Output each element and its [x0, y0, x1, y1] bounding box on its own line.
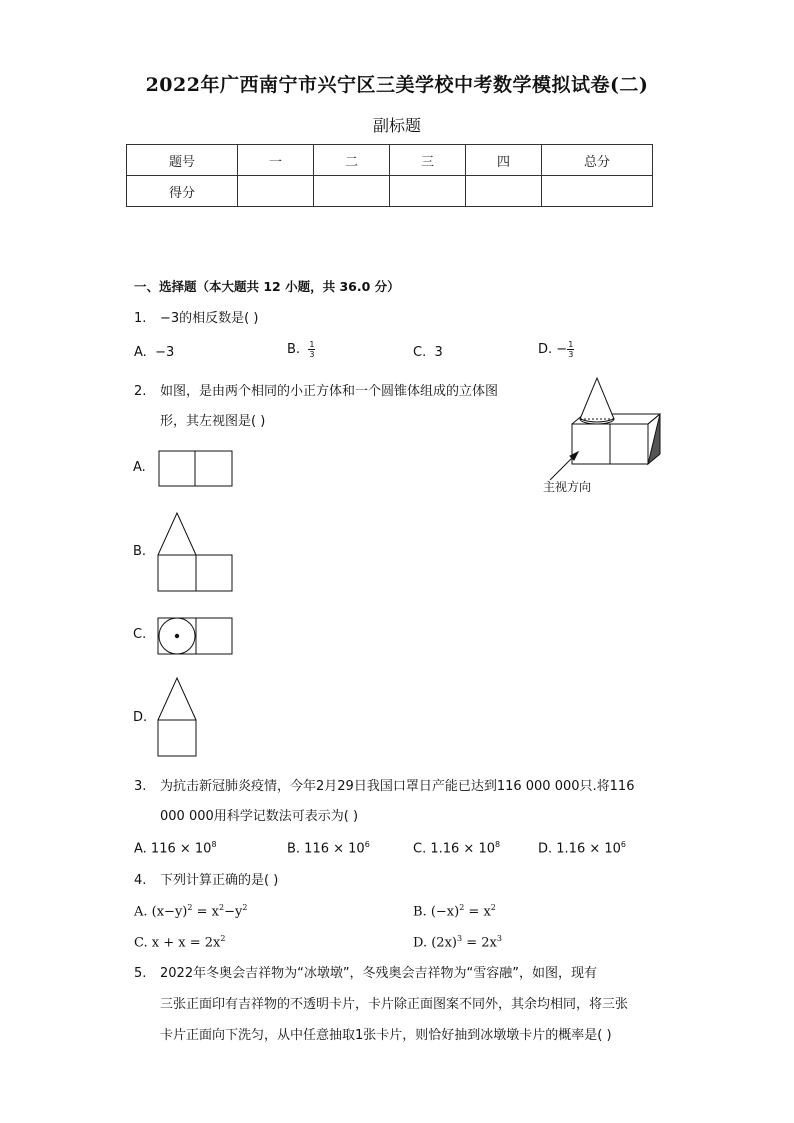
option-d[interactable] [538, 840, 626, 856]
option-d-text: D. (2x) [413, 935, 457, 951]
question-stem: 如图，是由两个相同的小正方体和一个圆锥体组成的立体图 [160, 384, 499, 399]
score-header-cell: 题号 [127, 145, 238, 176]
question-number: 3. [134, 779, 147, 794]
exam-subtitle: 副标题 [372, 116, 421, 135]
question-number: 4. [134, 873, 147, 888]
score-header-cell: 三 [390, 145, 466, 176]
numerator: 1 [309, 340, 315, 349]
exponent: 6 [620, 840, 627, 849]
option-d[interactable] [538, 340, 574, 359]
section-heading: 一、选择题（本大题共 12 小题，共 36.0 分） [134, 279, 400, 294]
exponent: 3 [456, 934, 463, 943]
question-stem: 为抗击新冠肺炎疫情，今年2月29日我国口罩日产能已达到116 000 000只.将116 [160, 779, 635, 794]
score-header-cell: 二 [314, 145, 390, 176]
question-stem: 下列计算正确的是( ) [160, 873, 279, 888]
score-table-header-row [127, 145, 653, 176]
option-b[interactable] [287, 840, 370, 856]
score-table-score-row [127, 176, 653, 207]
exponent: 2 [220, 934, 226, 943]
option-b-text: B. (−x) [413, 904, 460, 920]
score-header-cell: 四 [466, 145, 542, 176]
numerator: 1 [568, 340, 574, 349]
exponent: 3 [496, 934, 502, 943]
option-b-label: B. [287, 342, 301, 357]
question-stem: 三张正面印有吉祥物的不透明卡片，卡片除正面图案不同外，其余均相同，将三张 [160, 997, 629, 1012]
fraction [567, 340, 574, 359]
option-a[interactable] [134, 903, 247, 919]
question-stem: 000 000用科学记数法可表示为( ) [160, 809, 359, 824]
option-a[interactable]: A. −3 [134, 345, 175, 360]
score-header-cell: 总分 [542, 145, 653, 176]
exponent: 6 [364, 840, 370, 849]
option-c-value: 3 [434, 345, 443, 360]
option-c-text: C. 1.16 × 10 [413, 841, 495, 857]
question-number: 5. [134, 966, 147, 981]
option-d-label[interactable]: D. [133, 710, 148, 725]
exponent: 2 [187, 903, 193, 912]
option-a-text: A. 116 × 10 [134, 841, 212, 857]
option-a-text: −y [224, 904, 243, 920]
option-b[interactable] [413, 903, 496, 919]
exam-title: 2022年广西南宁市兴宁区三美学校中考数学模拟试卷(二) [145, 74, 649, 96]
option-d-text: D. 1.16 × 10 [538, 841, 621, 857]
score-cell [542, 176, 653, 207]
option-b[interactable] [287, 340, 315, 359]
question-stem: 卡片正面向下洗匀，从中任意抽取1张卡片，则恰好抽到冰墩墩卡片的概率是( ) [160, 1028, 612, 1043]
option-c-figure[interactable] [156, 616, 234, 656]
option-b-figure[interactable] [156, 510, 234, 594]
question-stem: 2022年冬奥会吉祥物为“冰墩墩”，冬残奥会吉祥物为“雪容融”，如图，现有 [160, 966, 598, 981]
exponent: 2 [218, 903, 225, 912]
score-cell [390, 176, 466, 207]
score-cell [238, 176, 314, 207]
option-a-figure[interactable] [158, 450, 234, 488]
option-a-label[interactable]: A. [133, 460, 146, 475]
option-a-text: = x [192, 904, 219, 920]
option-d-figure[interactable] [156, 675, 200, 759]
option-b-text: = x [464, 904, 491, 920]
score-cell [466, 176, 542, 207]
denominator: 3 [309, 350, 315, 359]
exponent: 2 [490, 903, 496, 912]
question-stem: 形，其左视图是( ) [160, 414, 266, 429]
option-a-value: −3 [155, 345, 175, 360]
denominator: 3 [568, 350, 574, 359]
option-a-text: A. (x−y) [134, 904, 188, 920]
option-c[interactable]: C. 3 [413, 345, 443, 360]
option-c-text: C. x + x = 2x [134, 935, 221, 951]
fraction [308, 340, 315, 359]
score-row-label: 得分 [127, 176, 238, 207]
question-stem: −3的相反数是( ) [160, 311, 259, 326]
option-a[interactable] [134, 840, 217, 856]
option-c[interactable] [134, 934, 225, 950]
question-number: 1. [134, 311, 147, 326]
figure-caption: 主视方向 [543, 480, 592, 494]
option-d[interactable] [413, 934, 502, 950]
exponent: 2 [242, 903, 248, 912]
option-d-label: D. [538, 342, 553, 357]
option-d-text: = 2x [462, 935, 497, 951]
option-b-text: B. 116 × 10 [287, 841, 365, 857]
option-b-label[interactable]: B. [133, 544, 147, 559]
score-header-cell: 一 [238, 145, 314, 176]
minus-sign: − [556, 342, 568, 357]
score-table [126, 144, 653, 207]
option-c-label[interactable]: C. [133, 627, 147, 642]
score-cell [314, 176, 390, 207]
exponent: 2 [459, 903, 465, 912]
option-c[interactable] [413, 840, 500, 856]
exponent: 8 [495, 840, 501, 849]
question-number: 2. [134, 384, 147, 399]
exponent: 8 [211, 840, 217, 849]
